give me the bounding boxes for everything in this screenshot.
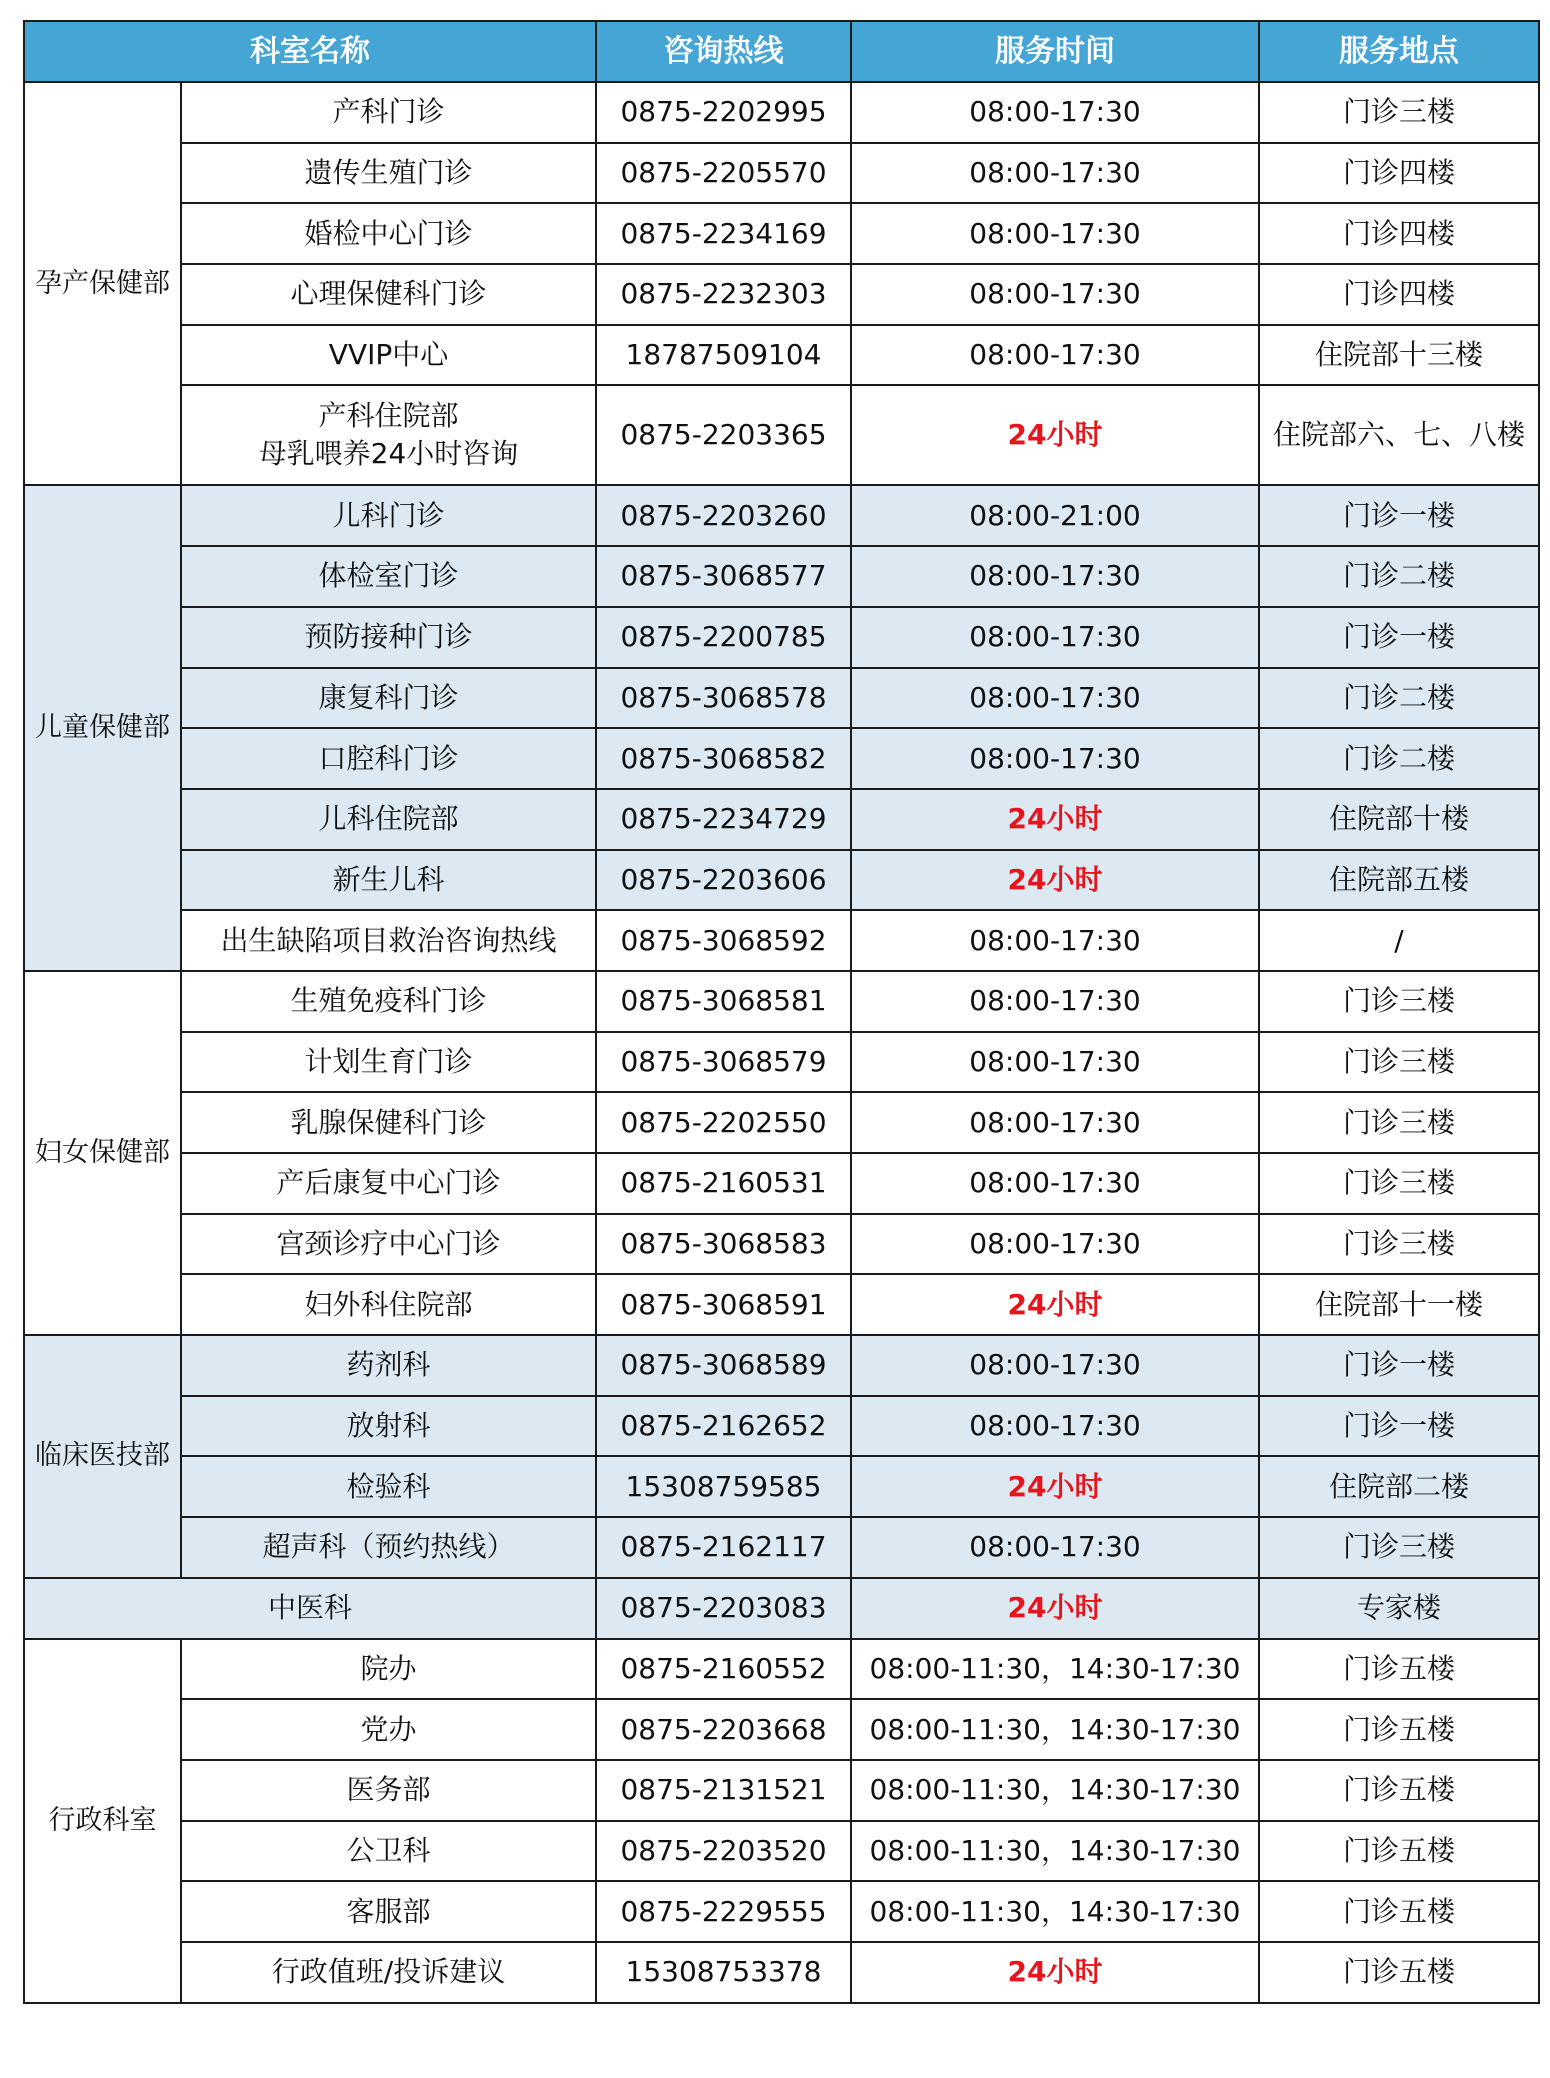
service-time: 08:00-11:30，14:30-17:30 [851, 1881, 1259, 1942]
location: 住院部十三楼 [1259, 325, 1539, 386]
table-row [24, 1821, 1539, 1882]
service-time: 24小时 [851, 1578, 1259, 1639]
table-row [24, 1639, 1539, 1700]
service-time: 08:00-21:00 [851, 485, 1259, 546]
phone: 0875-2160531 [596, 1153, 851, 1214]
dept-name: 宫颈诊疗中心门诊 [181, 1214, 596, 1275]
service-time: 24小时 [851, 789, 1259, 850]
location: 住院部六、七、八楼 [1259, 385, 1539, 485]
service-time: 08:00-11:30，14:30-17:30 [851, 1699, 1259, 1760]
location: 门诊一楼 [1259, 1335, 1539, 1396]
phone: 0875-2203260 [596, 485, 851, 546]
location: 门诊三楼 [1259, 1517, 1539, 1578]
service-time: 08:00-17:30 [851, 1335, 1259, 1396]
phone: 0875-2202995 [596, 82, 851, 143]
phone: 0875-2203606 [596, 850, 851, 911]
location: 专家楼 [1259, 1578, 1539, 1639]
location: 门诊二楼 [1259, 668, 1539, 729]
service-time: 08:00-17:30 [851, 264, 1259, 325]
service-time: 08:00-17:30 [851, 1517, 1259, 1578]
phone: 0875-2203365 [596, 385, 851, 485]
dept-name: 超声科（预约热线） [181, 1517, 596, 1578]
location: 门诊二楼 [1259, 546, 1539, 607]
table-row [24, 971, 1539, 1032]
phone: 0875-2232303 [596, 264, 851, 325]
table-row [24, 1335, 1539, 1396]
location: 门诊一楼 [1259, 485, 1539, 546]
table-row [24, 668, 1539, 729]
table-row [24, 1699, 1539, 1760]
table-row [24, 789, 1539, 850]
table-row [24, 203, 1539, 264]
service-time: 08:00-11:30，14:30-17:30 [851, 1639, 1259, 1700]
service-time: 08:00-17:30 [851, 546, 1259, 607]
service-time: 08:00-17:30 [851, 728, 1259, 789]
phone: 0875-2203520 [596, 1821, 851, 1882]
table-row [24, 1092, 1539, 1153]
group-label: 临床医技部 [24, 1335, 181, 1578]
table-row [24, 485, 1539, 546]
header-row [24, 21, 1539, 82]
service-time: 08:00-17:30 [851, 1092, 1259, 1153]
table-row [24, 1456, 1539, 1517]
service-time: 08:00-17:30 [851, 910, 1259, 971]
table-row [24, 1942, 1539, 2003]
service-time: 24小时 [851, 1274, 1259, 1335]
table-row [24, 1881, 1539, 1942]
phone: 0875-3068578 [596, 668, 851, 729]
group-label: 儿童保健部 [24, 485, 181, 971]
phone: 0875-2203083 [596, 1578, 851, 1639]
location: 门诊一楼 [1259, 1396, 1539, 1457]
group-label: 行政科室 [24, 1639, 181, 2003]
dept-name: 康复科门诊 [181, 668, 596, 729]
service-time: 08:00-17:30 [851, 325, 1259, 386]
table-row [24, 82, 1539, 143]
location: 门诊三楼 [1259, 82, 1539, 143]
dept-name: 客服部 [181, 1881, 596, 1942]
table-row [24, 850, 1539, 911]
dept-name: 计划生育门诊 [181, 1032, 596, 1093]
location: 住院部五楼 [1259, 850, 1539, 911]
location: 门诊一楼 [1259, 607, 1539, 668]
phone: 0875-3068591 [596, 1274, 851, 1335]
location: 门诊三楼 [1259, 971, 1539, 1032]
dept-name: 行政值班/投诉建议 [181, 1942, 596, 2003]
header-dept: 科室名称 [24, 21, 596, 82]
phone: 0875-2203668 [596, 1699, 851, 1760]
phone: 0875-3068577 [596, 546, 851, 607]
dept-name: 检验科 [181, 1456, 596, 1517]
phone: 0875-3068583 [596, 1214, 851, 1275]
contact-table [23, 20, 1540, 2004]
dept-name-line: 母乳喂养24小时咨询 [258, 437, 519, 471]
location: 门诊五楼 [1259, 1881, 1539, 1942]
phone: 0875-2205570 [596, 143, 851, 204]
location: 门诊五楼 [1259, 1699, 1539, 1760]
service-time: 08:00-17:30 [851, 143, 1259, 204]
service-time: 08:00-17:30 [851, 1214, 1259, 1275]
header-phone: 咨询热线 [596, 21, 851, 82]
location: 门诊四楼 [1259, 264, 1539, 325]
service-time: 24小时 [851, 1942, 1259, 2003]
dept-name: 中医科 [24, 1578, 596, 1639]
dept-name: 妇外科住院部 [181, 1274, 596, 1335]
phone: 0875-2202550 [596, 1092, 851, 1153]
location: / [1259, 910, 1539, 971]
table-row [24, 1578, 1539, 1639]
location: 门诊四楼 [1259, 203, 1539, 264]
dept-name: VVIP中心 [181, 325, 596, 386]
service-time: 08:00-17:30 [851, 1032, 1259, 1093]
location: 门诊三楼 [1259, 1032, 1539, 1093]
service-time: 24小时 [851, 385, 1259, 485]
dept-name: 出生缺陷项目救治咨询热线 [181, 910, 596, 971]
phone: 0875-3068579 [596, 1032, 851, 1093]
phone: 0875-2229555 [596, 1881, 851, 1942]
table-row [24, 1760, 1539, 1821]
table-row [24, 325, 1539, 386]
table-row [24, 1274, 1539, 1335]
service-time: 08:00-17:30 [851, 1396, 1259, 1457]
service-time: 24小时 [851, 1456, 1259, 1517]
location: 门诊三楼 [1259, 1153, 1539, 1214]
location: 门诊五楼 [1259, 1639, 1539, 1700]
table-row [24, 546, 1539, 607]
service-time: 08:00-17:30 [851, 668, 1259, 729]
phone: 0875-2234729 [596, 789, 851, 850]
table-row [24, 1214, 1539, 1275]
table-row [24, 143, 1539, 204]
phone: 0875-3068581 [596, 971, 851, 1032]
location: 门诊五楼 [1259, 1942, 1539, 2003]
dept-name: 婚检中心门诊 [181, 203, 596, 264]
location: 门诊五楼 [1259, 1821, 1539, 1882]
service-time: 08:00-17:30 [851, 971, 1259, 1032]
dept-name: 乳腺保健科门诊 [181, 1092, 596, 1153]
service-time: 08:00-11:30，14:30-17:30 [851, 1821, 1259, 1882]
dept-name: 医务部 [181, 1760, 596, 1821]
service-time: 08:00-11:30，14:30-17:30 [851, 1760, 1259, 1821]
location: 门诊四楼 [1259, 143, 1539, 204]
table-row [24, 385, 1539, 485]
table-row [24, 1517, 1539, 1578]
table-row [24, 1396, 1539, 1457]
dept-name: 儿科住院部 [181, 789, 596, 850]
dept-name: 药剂科 [181, 1335, 596, 1396]
phone: 0875-2200785 [596, 607, 851, 668]
phone: 18787509104 [596, 325, 851, 386]
phone: 0875-2131521 [596, 1760, 851, 1821]
location: 门诊二楼 [1259, 728, 1539, 789]
location: 住院部十一楼 [1259, 1274, 1539, 1335]
location: 门诊五楼 [1259, 1760, 1539, 1821]
dept-name: 口腔科门诊 [181, 728, 596, 789]
service-time: 08:00-17:30 [851, 203, 1259, 264]
phone: 0875-2162652 [596, 1396, 851, 1457]
phone: 0875-3068589 [596, 1335, 851, 1396]
table-row [24, 910, 1539, 971]
table-row [24, 607, 1539, 668]
service-time: 08:00-17:30 [851, 607, 1259, 668]
service-time: 08:00-17:30 [851, 1153, 1259, 1214]
dept-name: 生殖免疫科门诊 [181, 971, 596, 1032]
phone: 0875-3068582 [596, 728, 851, 789]
dept-name: 心理保健科门诊 [181, 264, 596, 325]
dept-name: 新生儿科 [181, 850, 596, 911]
location: 门诊三楼 [1259, 1092, 1539, 1153]
phone: 15308759585 [596, 1456, 851, 1517]
dept-name: 儿科门诊 [181, 485, 596, 546]
service-time: 08:00-17:30 [851, 82, 1259, 143]
dept-name: 党办 [181, 1699, 596, 1760]
dept-name: 公卫科 [181, 1821, 596, 1882]
phone: 0875-3068592 [596, 910, 851, 971]
location: 住院部十楼 [1259, 789, 1539, 850]
dept-name: 产科门诊 [181, 82, 596, 143]
dept-name: 预防接种门诊 [181, 607, 596, 668]
group-label: 妇女保健部 [24, 971, 181, 1335]
dept-name: 体检室门诊 [181, 546, 596, 607]
table-row [24, 728, 1539, 789]
phone: 15308753378 [596, 1942, 851, 2003]
table-row [24, 264, 1539, 325]
dept-name: 产后康复中心门诊 [181, 1153, 596, 1214]
header-time: 服务时间 [851, 21, 1259, 82]
header-location: 服务地点 [1259, 21, 1539, 82]
phone: 0875-2234169 [596, 203, 851, 264]
service-time: 24小时 [851, 850, 1259, 911]
dept-name: 院办 [181, 1639, 596, 1700]
table-row [24, 1032, 1539, 1093]
location: 住院部二楼 [1259, 1456, 1539, 1517]
phone: 0875-2162117 [596, 1517, 851, 1578]
table-row [24, 1153, 1539, 1214]
group-label: 孕产保健部 [24, 82, 181, 485]
phone: 0875-2160552 [596, 1639, 851, 1700]
dept-name [181, 385, 596, 485]
dept-name-line: 产科住院部 [318, 399, 459, 433]
dept-name: 放射科 [181, 1396, 596, 1457]
dept-name: 遗传生殖门诊 [181, 143, 596, 204]
location: 门诊三楼 [1259, 1214, 1539, 1275]
